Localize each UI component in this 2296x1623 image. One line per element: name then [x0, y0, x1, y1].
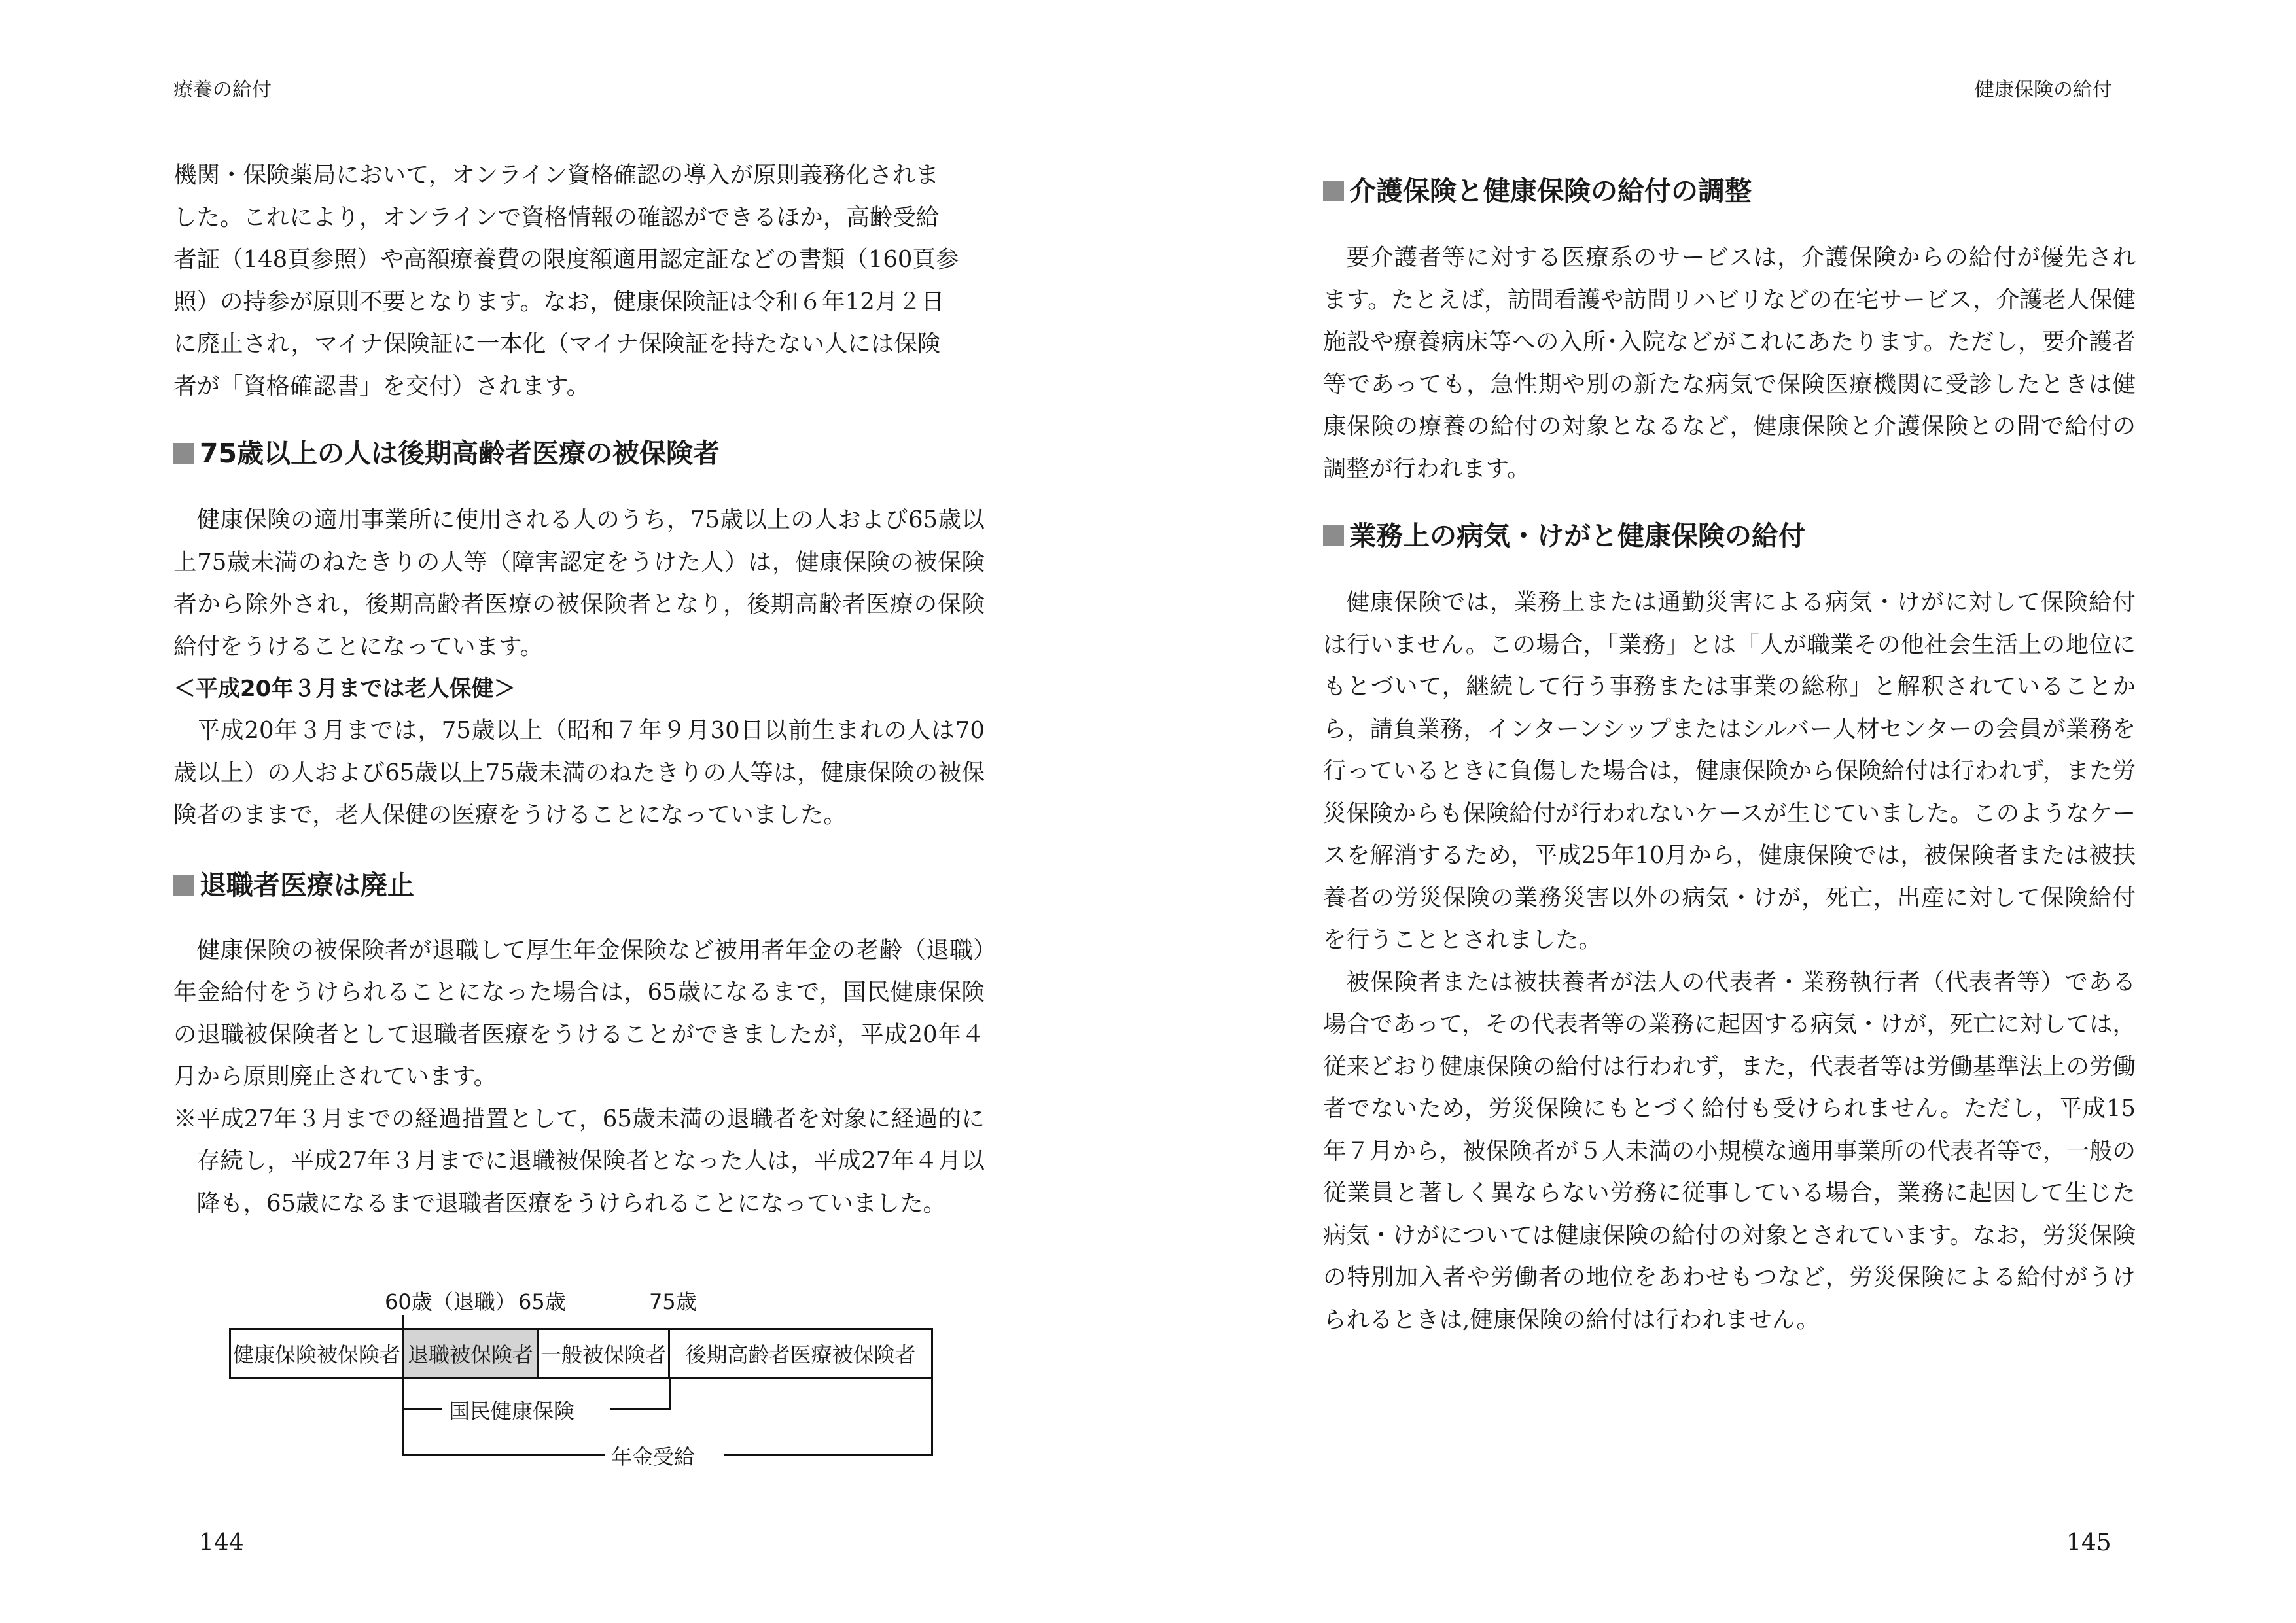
bracket-pension-line: [402, 1454, 605, 1456]
section-heading: [1323, 171, 2136, 211]
section-heading: [173, 865, 985, 905]
section-heading-text: 業務上の病気・けがと健康保険の給付: [1349, 520, 1805, 551]
square-bullet-icon: [173, 875, 194, 896]
body-paragraph: 健康保険の適用事業所に使用される人のうち，75歳以上の人および65歳以上75歳未満のねたきりの人等（障害認定をうけた人）は，健康保険の被保険者から除外され，後期高齢者医療の被保険者となり，後期高齢者医療の保険給付をうけることになっています。: [173, 506, 985, 660]
subheading: ＜平成20年３月までは老人保健＞: [173, 676, 516, 702]
span-label-nhi: 国民健康保険: [449, 1399, 575, 1423]
bracket-nhi-line: [610, 1408, 671, 1410]
intro-line: 者証（148頁参照）や高額療養費の限度額適用認定証などの書類（160頁参: [173, 246, 959, 273]
note-paragraph: ※平成27年３月までの経過措置として，65歳未満の退職者を対象に経過的に存続し，平成27年３月までに退職被保険者となった人は，平成27年４月以降も，65歳になるまで退職者医療をうけられることになっていました。: [173, 1105, 985, 1217]
body-paragraph: 被保険者または被扶養者が法人の代表者・業務執行者（代表者等）である場合であって，その代表者等の業務に起因する病気・けが，死亡に対しては，従来どおり健康保険の給付は行われず，また，代表者等は労働基準法上の労働者でないため，労災保険にもとづく給付も受けられません。ただし，平成15年７月から，被保険者が５人未満の小規模な適用事業所の代表者等で，一般の従業員と著しく異ならない労務に従事している場合，業務に起因して生じた病気・けがについては健康保険の給付の対象とされています。なお，労災保険の特別加入者や労働者の地位をあわせもつなど，労災保険による給付がうけられるときは,健康保険の給付は行われません。: [1323, 968, 2136, 1333]
intro-line: に廃止され，マイナ保険証に一本化（マイナ保険証を持たない人には保険: [173, 330, 941, 357]
page-number-right: 145: [2066, 1529, 2111, 1556]
section-heading: [173, 434, 985, 473]
tick-60: [402, 1315, 404, 1329]
section-heading-text: 介護保険と健康保険の給付の調整: [1349, 175, 1752, 207]
age-label-65: 65歳: [518, 1289, 566, 1314]
segment-health-insured: 健康保険被保険者: [229, 1328, 404, 1379]
age-label-75: 75歳: [649, 1289, 697, 1314]
section-heading-text: 退職者医療は廃止: [200, 869, 414, 901]
intro-line: 者が「資格確認書」を交付）されます。: [173, 372, 590, 400]
segment-late-elderly-insured: 後期高齢者医療被保険者: [668, 1328, 933, 1379]
square-bullet-icon: [1323, 181, 1344, 201]
body-paragraph: 健康保険では，業務上または通勤災害による病気・けがに対して保険給付は行いません。この場合，「業務」とは「人が職業その他社会生活上の地位にもとづいて，継続して行う事務または事業の総称」と解釈されていることから，請負業務，インターンシップまたはシルバー人材センターの会員が業務を行っているときに負傷した場合は，健康保険から保険給付は行われず，また労災保険からも保険給付が行われないケースが生じていました。このようなケースを解消するため，平成25年10月から，健康保険では，被保険者または被扶養者の労災保険の業務災害以外の病気・けが，死亡，出産に対して保険給付を行うこととされました。: [1323, 589, 2136, 953]
running-head-right: 健康保険の給付: [1975, 79, 2112, 101]
intro-line: した。これにより，オンラインで資格情報の確認ができるほか，高齢受給: [173, 203, 940, 231]
intro-paragraph: [173, 154, 985, 408]
intro-line: 機関・保険薬局において，オンライン資格確認の導入が原則義務化されま: [173, 162, 939, 188]
section-heading-text: 75歳以上の人は後期高齢者医療の被保険者: [200, 438, 720, 469]
segment-general-insured: 一般被保険者: [537, 1328, 670, 1379]
square-bullet-icon: [1323, 525, 1344, 546]
running-head-left: 療養の給付: [173, 79, 272, 101]
bracket-nhi-line: [402, 1408, 442, 1410]
bracket-nhi-right-line: [669, 1379, 671, 1410]
intro-line: 照）の持参が原則不要となります。なお，健康保険証は令和６年12月２日: [173, 288, 945, 315]
retirement-timeline-diagram: [222, 1272, 936, 1468]
left-page-body: [173, 154, 985, 1225]
section-heading: [1323, 516, 2136, 555]
bracket-left-line: [402, 1379, 404, 1456]
body-paragraph: 平成20年３月までは，75歳以上（昭和７年９月30日以前生まれの人は70歳以上）の人および65歳以上75歳未満のねたきりの人等は，健康保険の被保険者のままで，老人保健の医療をうけることになっていました。: [173, 717, 985, 828]
age-label-60: 60歳（退職）: [385, 1289, 516, 1314]
right-page-body: [1323, 171, 2136, 1341]
square-bullet-icon: [173, 443, 194, 464]
bracket-pension-line: [724, 1454, 933, 1456]
page-number-left: 144: [199, 1529, 244, 1556]
bracket-pension-right-line: [931, 1379, 933, 1456]
body-paragraph: 要介護者等に対する医療系のサービスは，介護保険からの給付が優先されます。たとえば，訪問看護や訪問リハビリなどの在宅サービス，介護老人保健施設や療養病床等への入所･入院などがこれにあたります。ただし，要介護者等であっても，急性期や別の新たな病気で保険医療機関に受診したときは健康保険の療養の給付の対象となるなど，健康保険と介護保険との間で給付の調整が行われます。: [1323, 244, 2136, 482]
segment-retired-insured: 退職被保険者: [402, 1328, 539, 1379]
span-label-pension: 年金受給: [611, 1444, 696, 1469]
body-paragraph: 健康保険の被保険者が退職して厚生年金保険など被用者年金の老齢（退職）年金給付をうけられることになった場合は，65歳になるまで，国民健康保険の退職被保険者として退職者医療をうけることができましたが，平成20年４月から原則廃止されています。: [173, 936, 985, 1090]
